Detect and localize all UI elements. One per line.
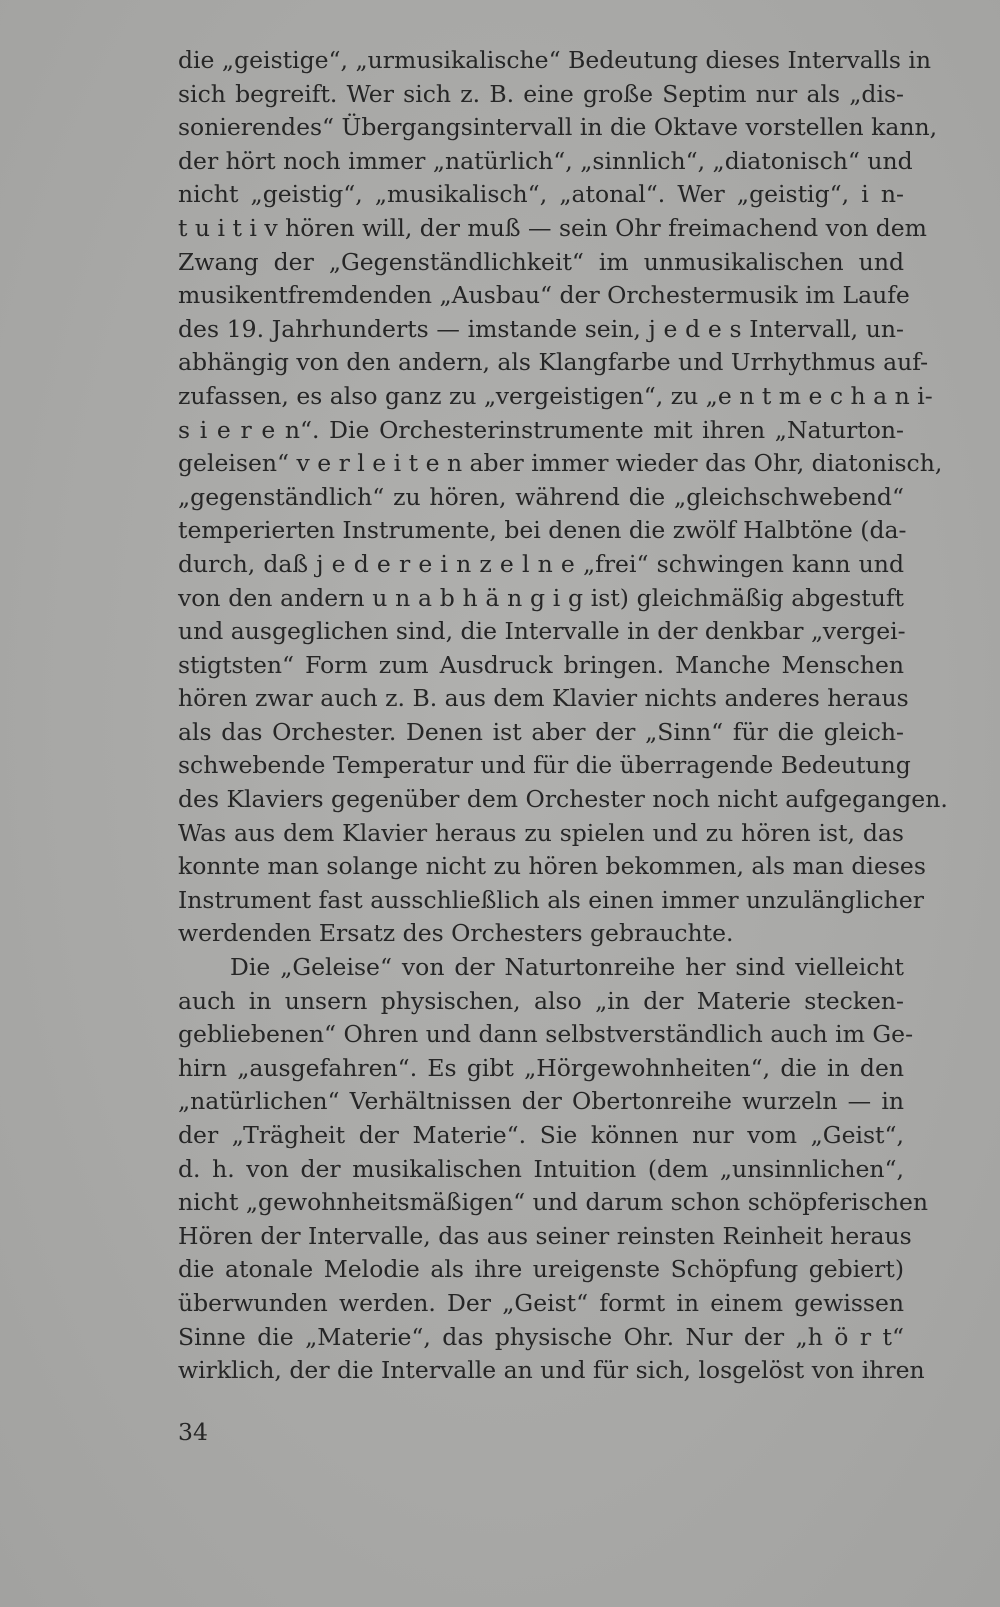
text-line: abhängig von den andern, als Klangfarbe und Urrhythmus auf- (178, 348, 929, 377)
text-line: geleisen“ v e r l e i t e n aber immer wieder das Ohr, diatonisch, (178, 449, 943, 478)
text-line: zufassen, es also ganz zu „vergeistigen“, zu „e n t m e c h a n i- (178, 381, 933, 410)
text-line: hirn „ausgefahren“. Es gibt „Hörgewohnheiten“, die in den (178, 1053, 904, 1082)
paragraph-start-line: Die „Geleise“ von der Naturtonreihe her sind vielleicht (230, 953, 904, 982)
text-line: „natürlichen“ Verhältnissen der Obertonreihe wurzeln — in (178, 1087, 904, 1116)
text-line: überwunden werden. Der „Geist“ formt in einem gewissen (178, 1288, 904, 1317)
paragraph-end-line: werdenden Ersatz des Orchesters gebrauchte. (178, 919, 734, 948)
text-line: des Klaviers gegenüber dem Orchester noch nicht aufgegangen. (178, 785, 948, 814)
text-line: nicht „gewohnheitsmäßigen“ und darum schon schöpferischen (178, 1188, 929, 1217)
text-line: hören zwar auch z. B. aus dem Klavier nichts anderes heraus (178, 684, 909, 713)
page-number: 34 (178, 1418, 208, 1446)
text-line: schwebende Temperatur und für die überragende Bedeutung (178, 751, 911, 780)
text-line: die „geistige“, „urmusikalische“ Bedeutung dieses Intervalls in (178, 46, 932, 74)
text-line: temperierten Instrumente, bei denen die zwölf Halbtöne (da- (178, 516, 907, 545)
text-line: s i e r e n“. Die Orchesterinstrumente mit ihren „Naturton- (178, 415, 904, 444)
text-line: als das Orchester. Denen ist aber der „Sinn“ für die gleich- (178, 717, 904, 746)
text-line: stigtsten“ Form zum Ausdruck bringen. Manche Menschen (178, 650, 904, 679)
text-line: der hört noch immer „natürlich“, „sinnlich“, „diatonisch“ und (178, 146, 913, 175)
text-line: sich begreift. Wer sich z. B. eine große Septim nur als „dis- (178, 79, 904, 108)
text-line: wirklich, der die Intervalle an und für sich, losgelöst von ihren (178, 1356, 925, 1385)
text-line: konnte man solange nicht zu hören bekommen, als man dieses (178, 852, 926, 881)
text-line: des 19. Jahrhunderts — imstande sein, j e d e s Intervall, un- (178, 314, 904, 343)
text-line: Hören der Intervalle, das aus seiner reinsten Reinheit heraus (178, 1221, 912, 1250)
text-line: d. h. von der musikalischen Intuition (dem „unsinnlichen“, (178, 1154, 904, 1183)
text-line: von den andern u n a b h ä n g i g ist) gleichmäßig abgestuft (178, 583, 904, 612)
text-line: Instrument fast ausschließlich als einen immer unzulänglicher (178, 885, 924, 914)
text-line: Was aus dem Klavier heraus zu spielen und zu hören ist, das (178, 818, 904, 847)
text-line: nicht „geistig“, „musikalisch“, „atonal“. Wer „geistig“, i n- (178, 180, 904, 209)
text-line: sonierendes“ Übergangsintervall in die Oktave vorstellen kann, (178, 113, 938, 142)
text-line: die atonale Melodie als ihre ureigenste Schöpfung gebiert) (178, 1255, 904, 1284)
text-line: Zwang der „Gegenständlichkeit“ im unmusikalischen und (178, 247, 904, 276)
text-line: durch, daß j e d e r e i n z e l n e „frei“ schwingen kann und (178, 549, 904, 578)
text-line: auch in unsern physischen, also „in der Materie stecken- (178, 986, 904, 1015)
text-line: musikentfremdenden „Ausbau“ der Orchestermusik im Laufe (178, 281, 910, 310)
text-line: Sinne die „Materie“, das physische Ohr. Nur der „h ö r t“ (178, 1322, 904, 1351)
text-line: „gegenständlich“ zu hören, während die „gleichschwebend“ (178, 482, 904, 511)
text-line: und ausgeglichen sind, die Intervalle in der denkbar „vergei- (178, 617, 906, 646)
text-line: gebliebenen“ Ohren und dann selbstverständlich auch im Ge- (178, 1020, 914, 1049)
text-line: t u i t i v hören will, der muß — sein Ohr freimachend von dem (178, 213, 927, 242)
text-line: der „Trägheit der Materie“. Sie können nur vom „Geist“, (178, 1121, 904, 1149)
body-text (178, 44, 948, 1388)
